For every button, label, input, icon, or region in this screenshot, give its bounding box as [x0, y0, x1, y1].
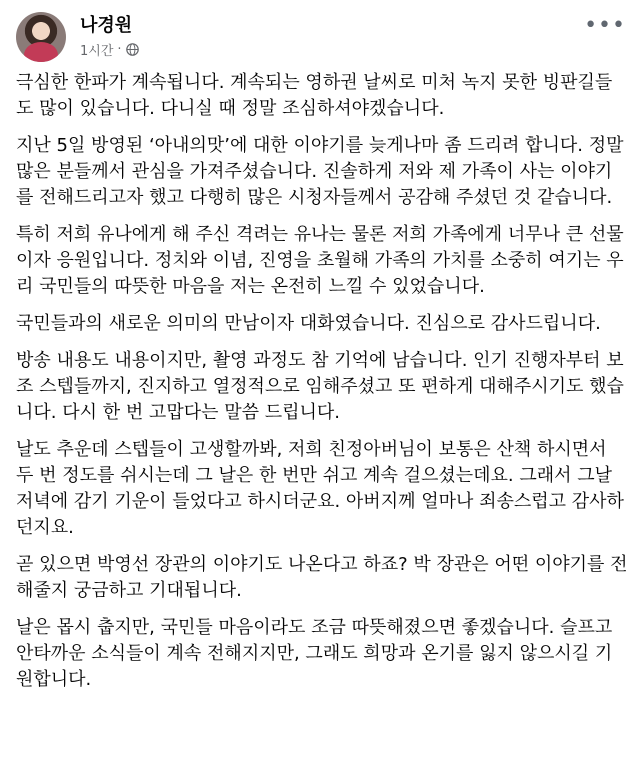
post-paragraph: 극심한 한파가 계속됩니다. 계속되는 영하권 날씨로 미처 녹지 못한 빙판길들도 많이 있습니다. 다니실 때 정말 조심하셔야겠습니다.	[16, 72, 613, 119]
post-time[interactable]: 1시간	[80, 44, 114, 59]
post-paragraph: 곧 있으면 박영선 장관의 이야기도 나온다고 하죠? 박 장관은 어떤 이야기를 전해줄지 궁금하고 기대됩니다.	[16, 554, 628, 601]
globe-icon	[126, 43, 139, 56]
more-options-icon[interactable]: •••	[584, 13, 626, 38]
post-paragraph: 국민들과의 새로운 의미의 만남이자 대화였습니다. 진심으로 감사드립니다.	[16, 313, 601, 334]
post-paragraph: 지난 5일 방영된 ‘아내의맛’에 대한 이야기를 늦게나마 좀 드리려 합니다. 정말 많은 분들께서 관심을 가져주셨습니다. 진솔하게 저와 제 가족이 사는 이야기를 전해드리고자 했고 다행히 많은 시청자들께서 공감해 주셨던 것 같습니다.	[16, 135, 624, 208]
post-paragraph: 날은 몹시 춥지만, 국민들 마음이라도 조금 따뜻해졌으면 좋겠습니다. 슬프고 안타까운 소식들이 계속 전해지지만, 그래도 희망과 온기를 잃지 않으시길 기원합니다.	[16, 617, 613, 690]
post-paragraph: 특히 저희 유나에게 해 주신 격려는 유나는 물론 저희 가족에게 너무나 큰 선물이자 응원입니다. 정치와 이념, 진영을 초월해 가족의 가치를 소중히 여기는 우리 국민들의 따뜻한 마음을 저는 온전히 느낄 수 있었습니다.	[16, 224, 624, 297]
avatar[interactable]	[16, 12, 66, 62]
post-meta	[80, 40, 139, 59]
meta-separator: ·	[117, 42, 122, 57]
author-name[interactable]: 나경원	[80, 15, 133, 36]
post-paragraph: 방송 내용도 내용이지만, 촬영 과정도 참 기억에 남습니다. 인기 진행자부터 보조 스텝들까지, 진지하고 열정적으로 임해주셨고 또 편하게 대해주시기도 했습니다. 다시 한 번 고맙다는 말씀 드립니다.	[16, 350, 624, 423]
post-paragraph: 날도 추운데 스텝들이 고생할까봐, 저희 친정아버님이 보통은 산책 하시면서 두 번 정도를 쉬시는데 그 날은 한 번만 쉬고 계속 걸으셨는데요. 그래서 그날 저녁에 감기 기운이 들었다고 하시더군요. 아버지께 얼마나 죄송스럽고 감사하던지요.	[16, 439, 624, 538]
post-body	[16, 70, 628, 704]
post-header	[0, 0, 640, 66]
